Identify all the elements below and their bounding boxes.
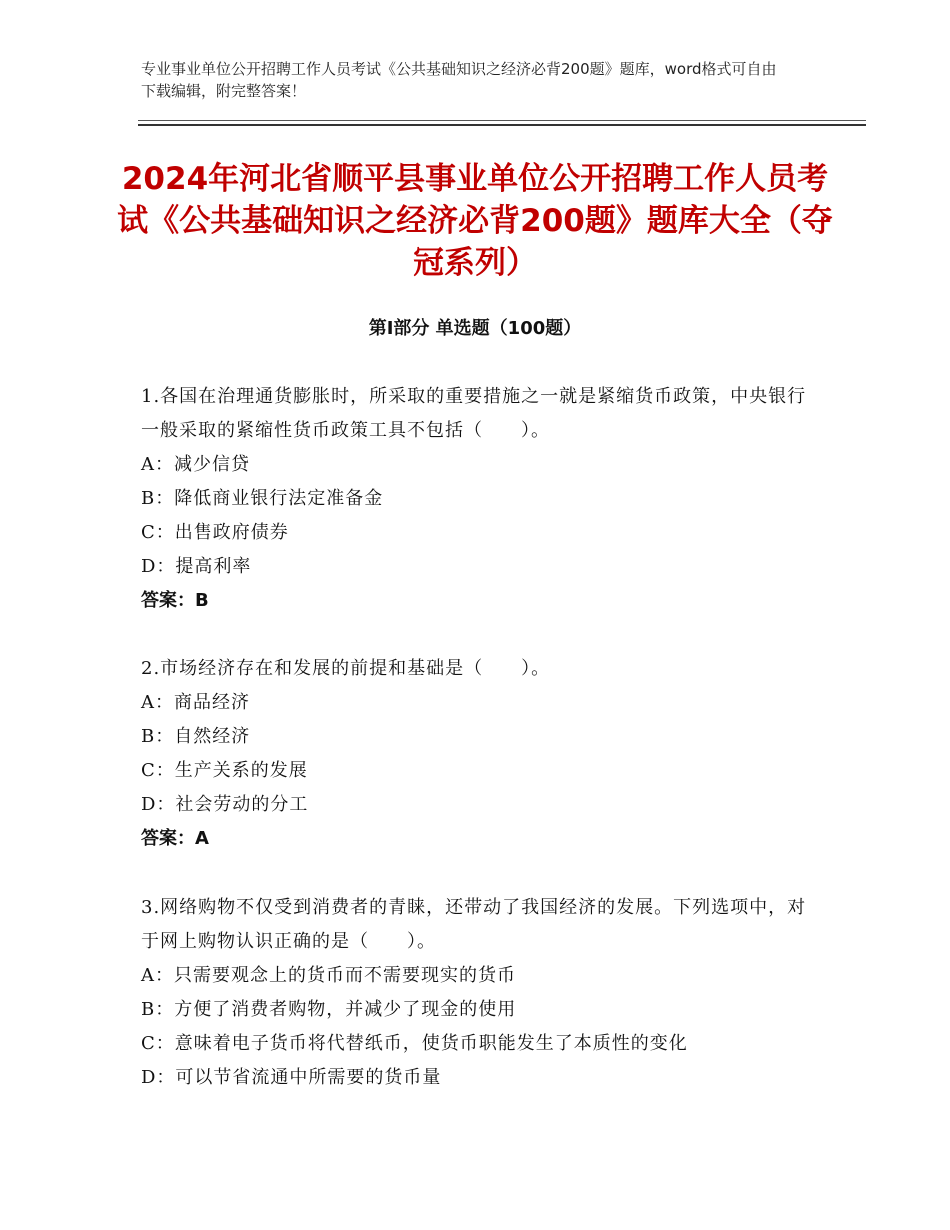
option-a: A：商品经济 (141, 692, 250, 713)
question-stem: 2.市场经济存在和发展的前提和基础是（ ）。 (141, 658, 551, 679)
answer-label: 答案：B (141, 590, 209, 611)
option-b: B：自然经济 (141, 726, 251, 747)
option-c: C：意味着电子货币将代替纸币，使货币职能发生了本质性的变化 (141, 1033, 688, 1054)
option-b: B：方便了消费者购物，并减少了现金的使用 (141, 999, 517, 1020)
document-title: 2024年河北省顺平县事业单位公开招聘工作人员考试《公共基础知识之经济必背200题》题库大全（夺冠系列） (117, 161, 833, 281)
question-2 (141, 652, 821, 856)
option-d: D：提高利率 (141, 556, 252, 577)
header-rule-top (138, 120, 866, 121)
option-c: C：出售政府债券 (141, 522, 289, 543)
option-b: B：降低商业银行法定准备金 (141, 488, 384, 509)
answer-label: 答案：A (141, 828, 209, 849)
section-heading: 第Ⅰ部分 单选题（100题） (368, 318, 582, 339)
option-a: A：只需要观念上的货币而不需要现实的货币 (141, 965, 516, 986)
question-stem: 1.各国在治理通货膨胀时，所采取的重要措施之一就是紧缩货币政策，中央银行一般采取的紧缩性货币政策工具不包括（ ）。 (141, 386, 807, 441)
question-3 (141, 891, 821, 1095)
header-rule-bottom (138, 124, 866, 126)
option-d: D：可以节省流通中所需要的货币量 (141, 1067, 442, 1088)
option-c: C：生产关系的发展 (141, 760, 308, 781)
question-stem: 3.网络购物不仅受到消费者的青睐，还带动了我国经济的发展。下列选项中，对于网上购物认识正确的是（ ）。 (141, 897, 807, 952)
option-d: D：社会劳动的分工 (141, 794, 309, 815)
option-a: A：减少信贷 (141, 454, 250, 475)
header-note: 专业事业单位公开招聘工作人员考试《公共基础知识之经济必背200题》题库，word格式可自由下载编辑，附完整答案！ (141, 60, 777, 100)
question-1 (141, 380, 821, 618)
